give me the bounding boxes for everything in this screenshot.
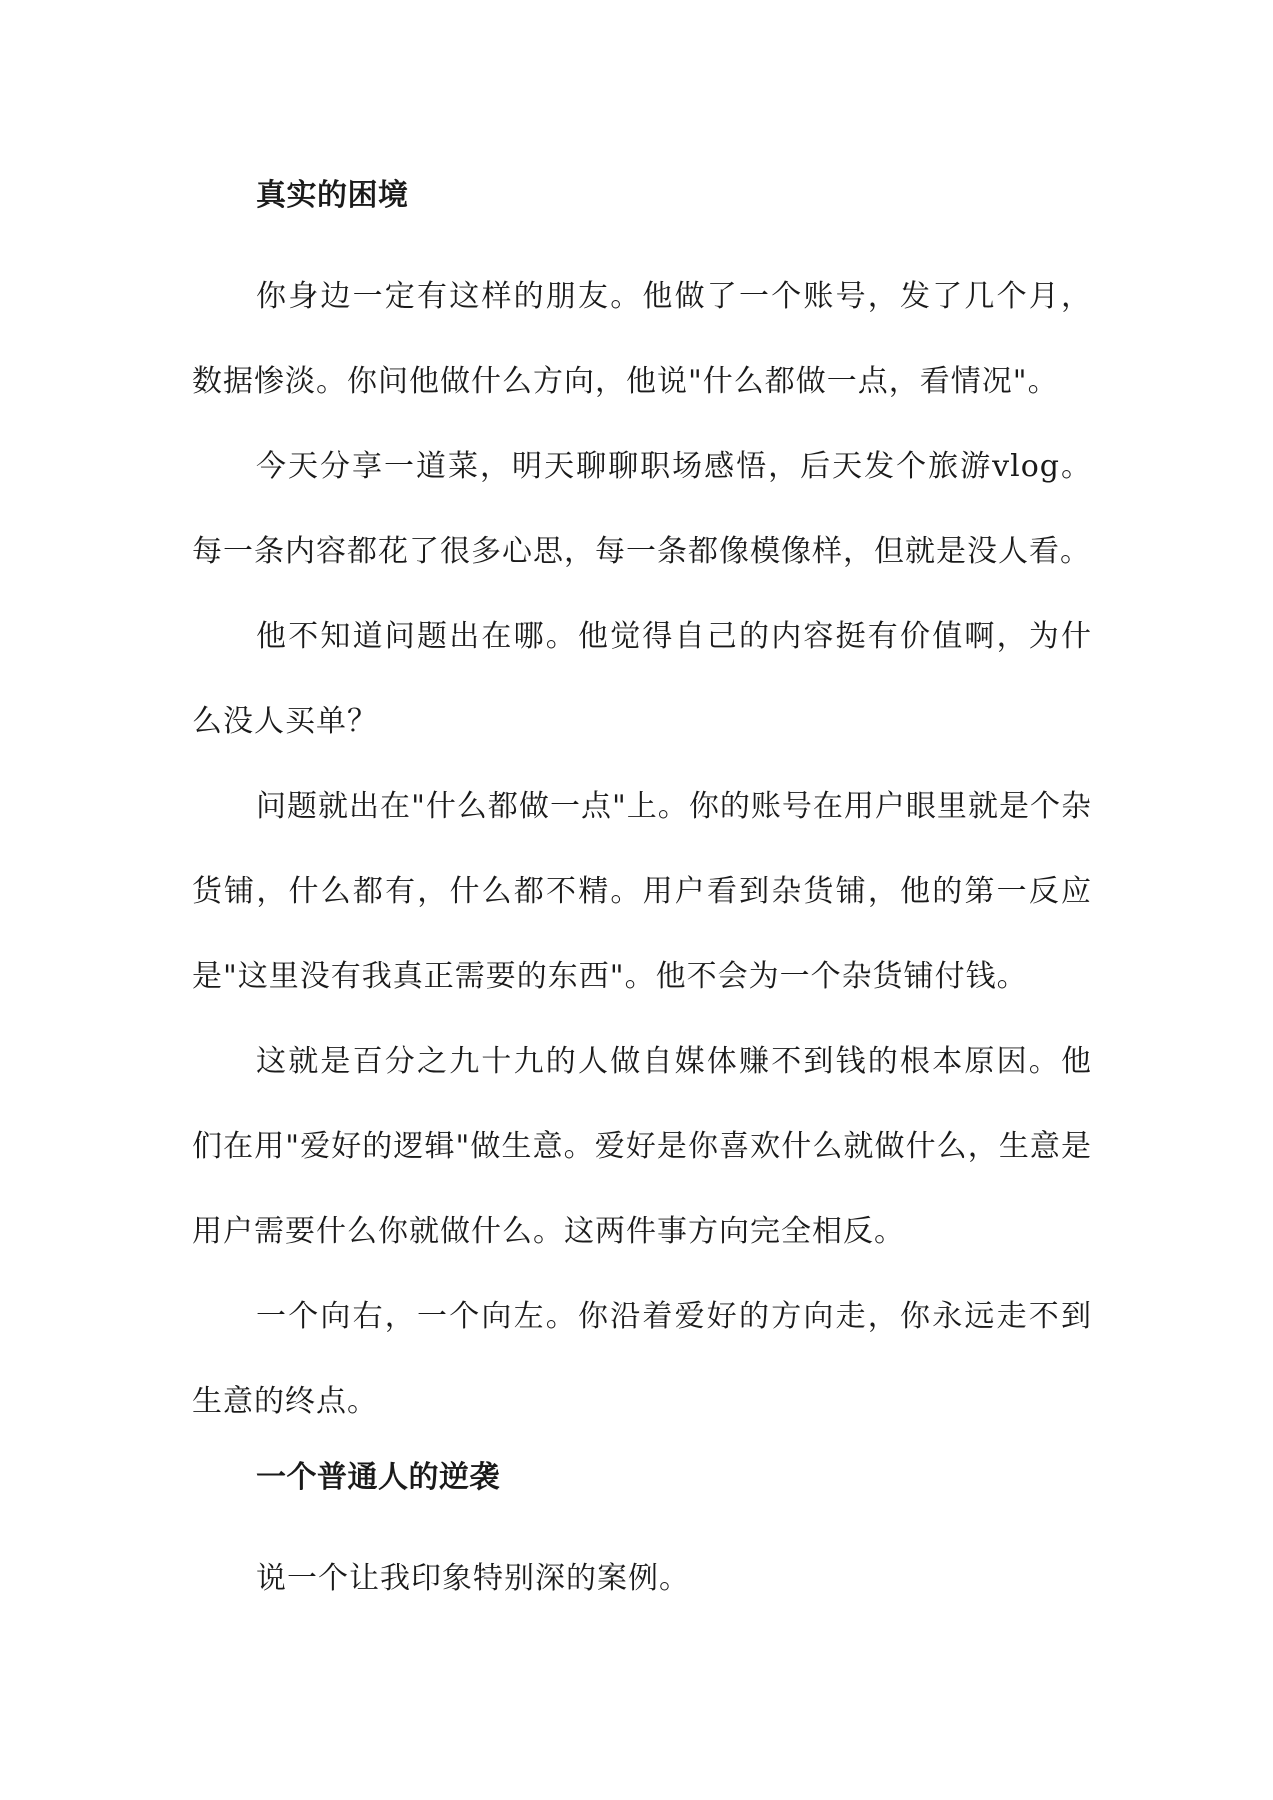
paragraph: 说一个让我印象特别深的案例。 [256, 1561, 690, 1596]
section-heading: 一个普通人的逆袭 [256, 1460, 500, 1495]
paragraph: 问题就出在"什么都做一点"上。你的账号在用户眼里就是个杂货铺，什么都有，什么都不精。用户看到杂货铺，他的第一反应是"这里没有我真正需要的东西"。他不会为一个杂货铺付钱。 [192, 789, 1092, 994]
paragraph: 他不知道问题出在哪。他觉得自己的内容挺有价值啊，为什么没人买单？ [192, 619, 1092, 739]
section-heading: 真实的困境 [256, 178, 409, 213]
document-body [192, 168, 1092, 1621]
paragraph: 今天分享一道菜，明天聊聊职场感悟，后天发个旅游vlog。每一条内容都花了很多心思，每一条都像模像样，但就是没人看。 [192, 449, 1092, 569]
paragraph: 这就是百分之九十九的人做自媒体赚不到钱的根本原因。他们在用"爱好的逻辑"做生意。爱好是你喜欢什么就做什么，生意是用户需要什么你就做什么。这两件事方向完全相反。 [192, 1044, 1092, 1249]
paragraph: 一个向右，一个向左。你沿着爱好的方向走，你永远走不到生意的终点。 [192, 1299, 1092, 1419]
paragraph: 你身边一定有这样的朋友。他做了一个账号，发了几个月，数据惨淡。你问他做什么方向，他说"什么都做一点，看情况"。 [192, 279, 1092, 399]
